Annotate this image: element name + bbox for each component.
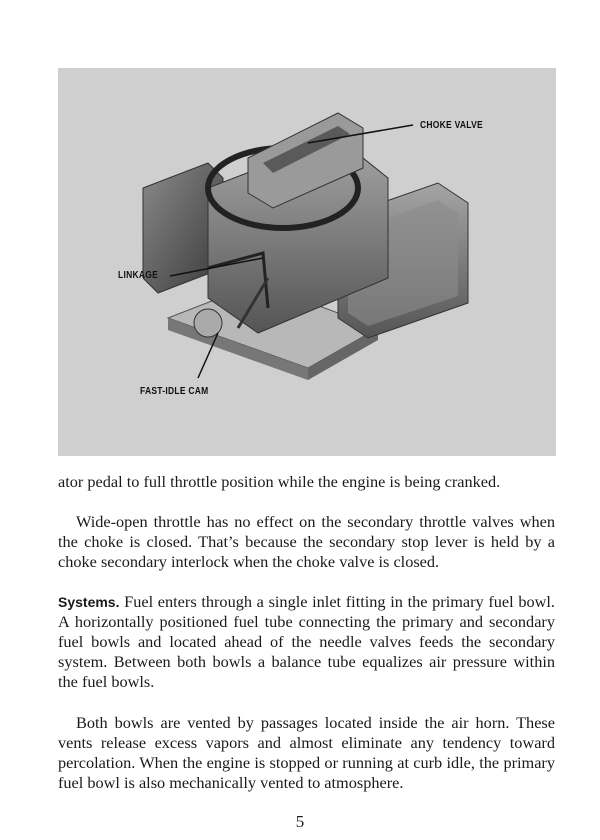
paragraph-text: Wide-open throttle has no effect on the secondary throttle valves when the choke is closed. That’s because the secondary stop lever is held by a choke secondary interlock when the choke valve is closed. xyxy=(58,512,555,571)
paragraph-venting xyxy=(58,713,555,793)
section-heading: Systems. xyxy=(58,594,120,610)
paragraph-text: Fuel enters through a single inlet fitting in the primary fuel bowl. A horizontally positioned fuel tube connecting the primary and secondary fuel bowls and located ahead of the needle valves feeds the secondary system. Between both bowls a balance tube equalizes air pressure within the fuel bowls. xyxy=(58,592,555,691)
paragraph-continuation xyxy=(58,472,555,492)
page-number: 5 xyxy=(295,812,305,831)
paragraph-systems xyxy=(58,592,555,692)
paragraph-wide-open-throttle xyxy=(58,512,555,572)
paragraph-text: ator pedal to full throttle position while the engine is being cranked. xyxy=(58,472,501,491)
carburetor-photo xyxy=(58,68,556,456)
linkage-label: LINKAGE xyxy=(118,270,159,281)
fast-idle-cam-label: FAST-IDLE CAM xyxy=(140,386,209,397)
choke-valve-label: CHOKE VALVE xyxy=(420,120,483,131)
paragraph-text: Both bowls are vented by passages located inside the air horn. These vents release excess vapors and almost eliminate any tendency toward percolation. When the engine is stopped or running at curb idle, the primary fuel bowl is also mechanically vented to atmosphere. xyxy=(58,713,555,792)
